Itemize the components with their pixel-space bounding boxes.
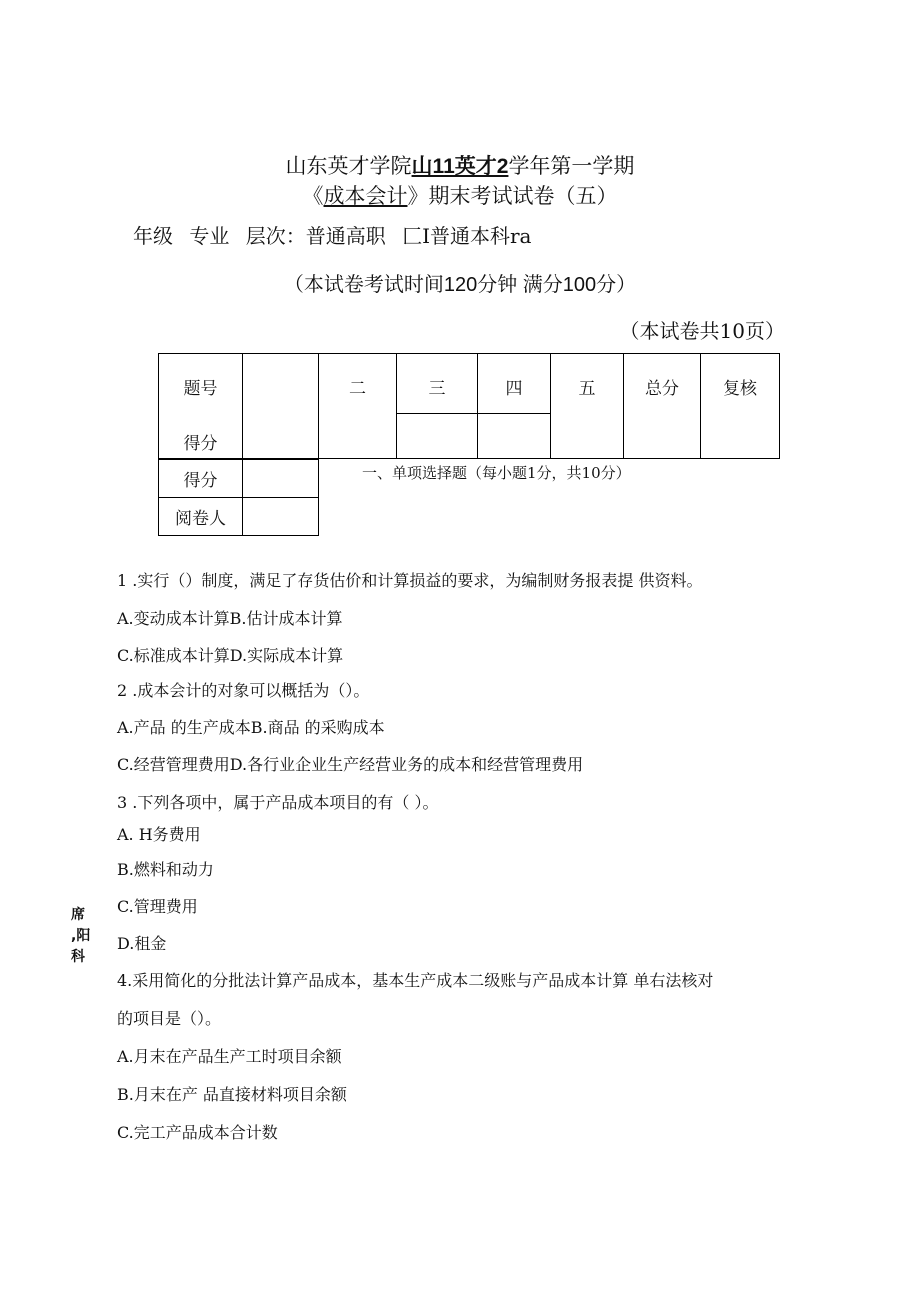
exam-title-line1 — [0, 150, 920, 180]
score-table — [158, 353, 780, 459]
col-label-review: 复核 — [723, 379, 757, 399]
section-1-title: 一、单项选择题（每小题1分，共10分） — [362, 464, 631, 482]
score-cell-3 — [397, 414, 478, 459]
question-4-option-c: C.完工产品成本合计数 — [117, 1123, 278, 1142]
question-2-options-ab: A.产品 的生产成本B.商品 的采购成本 — [117, 718, 385, 737]
col-label-4: 四 — [505, 379, 523, 399]
level-options: 匚I普通本科ra — [402, 224, 532, 248]
score-col-3 — [397, 354, 478, 414]
col-label-5: 五 — [578, 379, 596, 399]
side-mark-2: ,阳 — [71, 928, 91, 944]
grade-label: 年级 — [133, 224, 173, 248]
exam-type: 》期末考试试卷（五） — [407, 184, 618, 208]
score-table-header-cell — [159, 354, 243, 459]
grader-name-cell — [243, 498, 319, 536]
exam-title-line2 — [0, 180, 920, 210]
score-col-review — [701, 354, 780, 459]
student-info-line — [133, 220, 541, 249]
question-3: 3 .下列各项中，属于产品成本项目的有（ ）。 — [117, 793, 439, 812]
score-cell-blank — [243, 354, 319, 459]
page-count-info: （本试卷共10页） — [619, 319, 785, 343]
question-3-option-a: A. H务费用 — [117, 825, 201, 844]
academic-year: 山11英才2 — [411, 155, 509, 178]
score-cell-4 — [478, 414, 551, 459]
major-label: 专业 — [189, 224, 230, 248]
score-col-5 — [551, 354, 624, 459]
school-name: 山东英才学院 — [285, 154, 412, 178]
exam-time-info: （本试卷考试时间120分钟 满分100分） — [283, 274, 637, 296]
question-1-options-cd: C.标准成本计算D.实际成本计算 — [117, 646, 344, 665]
title-bracket-open: 《 — [302, 184, 324, 208]
question-3-option-b: B.燃料和动力 — [117, 860, 214, 879]
question-2: 2 .成本会计的对象可以概括为（）。 — [117, 681, 370, 700]
col-label-3: 三 — [428, 379, 446, 399]
score-col-4 — [478, 354, 551, 414]
col-label-total: 总分 — [645, 379, 679, 399]
question-1: 1 .实行（）制度，满足了存货估价和计算损益的要求，为编制财务报表提 供资料。 — [117, 571, 703, 590]
question-4-option-a: A.月末在产品生产工时项目余额 — [117, 1047, 342, 1066]
grader-name-label: 阅卷人 — [159, 498, 243, 536]
col-label-2: 二 — [349, 379, 366, 399]
question-4: 4.采用简化的分批法计算产品成本，基本生产成本二级账与产品成本计算 单右法核对 — [117, 971, 714, 990]
side-mark-1: 席 — [71, 907, 85, 923]
score-col-total — [624, 354, 701, 459]
side-mark-3: 科 — [71, 949, 85, 965]
question-1-options-ab: A.变动成本计算B.估计成本计算 — [117, 609, 343, 628]
question-2-options-cd: C.经营管理费用D.各行业企业生产经营业务的成本和经营管理费用 — [117, 755, 584, 774]
score-label-question-no: 题号 — [183, 379, 218, 399]
question-3-option-d: D.租金 — [117, 934, 167, 953]
side-binding-marks — [71, 905, 90, 968]
course-name: 成本会计 — [323, 184, 408, 208]
question-3-option-c: C.管理费用 — [117, 897, 198, 916]
grader-score-cell — [243, 460, 319, 498]
grader-table — [158, 459, 319, 536]
grader-score-label: 得分 — [159, 460, 243, 498]
question-4-option-b: B.月末在产 品直接材料项目余额 — [117, 1085, 347, 1104]
level-label: 层次：普通高职 — [245, 224, 386, 248]
score-col-2 — [319, 354, 397, 459]
semester: 学年第一学期 — [508, 154, 635, 178]
question-4-continued: 的项目是（）。 — [117, 1009, 222, 1028]
score-label-score: 得分 — [183, 434, 218, 454]
